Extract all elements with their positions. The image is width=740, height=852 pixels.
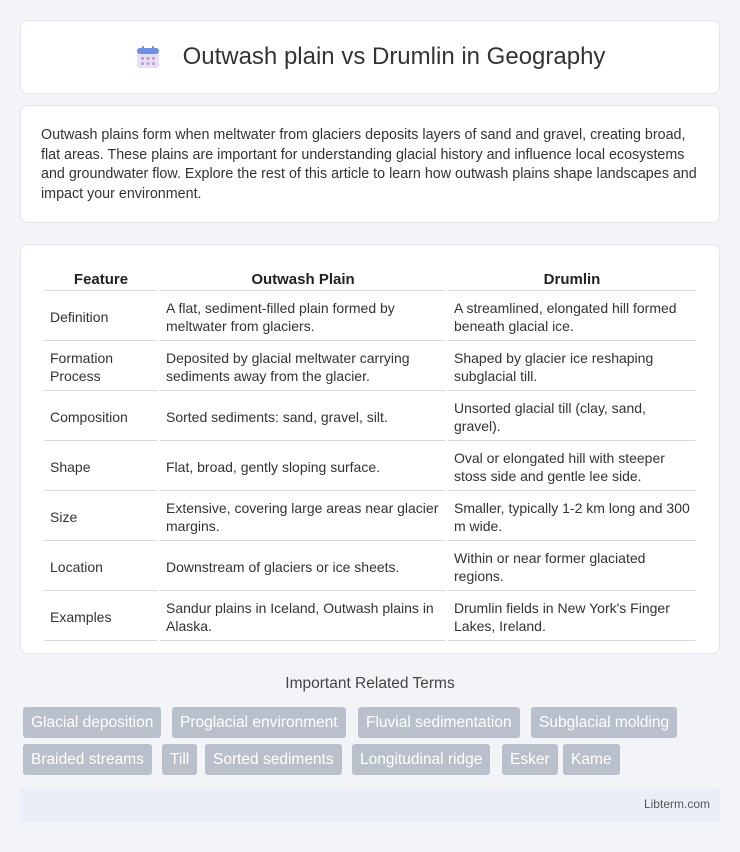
table-header-row bbox=[44, 267, 696, 291]
table-row bbox=[44, 393, 696, 441]
intro-card bbox=[20, 105, 720, 223]
cell-outwash: Sandur plains in Iceland, Outwash plains in Alaska. bbox=[160, 593, 446, 641]
cell-drumlin: Oval or elongated hill with steeper stoss side and gentle lee side. bbox=[448, 443, 696, 491]
table-row bbox=[44, 293, 696, 341]
table-row bbox=[44, 343, 696, 391]
cell-feature: Examples bbox=[44, 593, 158, 641]
comparison-table bbox=[42, 265, 698, 643]
related-terms-title: Important Related Terms bbox=[285, 675, 455, 692]
table-row bbox=[44, 443, 696, 491]
cell-outwash: Downstream of glaciers or ice sheets. bbox=[160, 543, 446, 591]
cell-feature: Size bbox=[44, 493, 158, 541]
table-row bbox=[44, 593, 696, 641]
tag-kame[interactable]: Kame bbox=[563, 744, 620, 775]
tag-longitudinal-ridge[interactable]: Longitudinal ridge bbox=[352, 744, 490, 775]
tag-till[interactable]: Till bbox=[162, 744, 197, 775]
cell-drumlin: Unsorted glacial till (clay, sand, gravel). bbox=[448, 393, 696, 441]
tag-subglacial-molding[interactable]: Subglacial molding bbox=[531, 707, 677, 738]
calendar-icon bbox=[135, 44, 161, 70]
cell-drumlin: Within or near former glaciated regions. bbox=[448, 543, 696, 591]
intro-text: Outwash plains form when meltwater from glaciers deposits layers of sand and gravel, creating broad, flat areas. These plains are important for understanding glacial history and influence local ecosystems and groundwater flow. Explore the rest of this article to learn how outwash plains shape landscapes and impact your environment. bbox=[41, 127, 697, 202]
cell-feature: Composition bbox=[44, 393, 158, 441]
title-text: Outwash plain vs Drumlin in Geography bbox=[182, 43, 606, 70]
comparison-table-card bbox=[20, 244, 720, 654]
cell-feature: Definition bbox=[44, 293, 158, 341]
cell-feature: Formation Process bbox=[44, 343, 158, 391]
cell-outwash: A flat, sediment-filled plain formed by meltwater from glaciers. bbox=[160, 293, 446, 341]
cell-outwash: Deposited by glacial meltwater carrying sediments away from the glacier. bbox=[160, 343, 446, 391]
footer-site-link[interactable]: Libterm.com bbox=[643, 797, 710, 811]
cell-outwash: Flat, broad, gently sloping surface. bbox=[160, 443, 446, 491]
tag-fluvial-sedimentation[interactable]: Fluvial sedimentation bbox=[358, 707, 520, 738]
table-row bbox=[44, 543, 696, 591]
tag-proglacial-environment[interactable]: Proglacial environment bbox=[172, 707, 346, 738]
tag-esker[interactable]: Esker bbox=[502, 744, 558, 775]
cell-outwash: Extensive, covering large areas near glacier margins. bbox=[160, 493, 446, 541]
cell-feature: Location bbox=[44, 543, 158, 591]
tag-braided-streams[interactable]: Braided streams bbox=[23, 744, 152, 775]
cell-drumlin: Shaped by glacier ice reshaping subglacial till. bbox=[448, 343, 696, 391]
header-drumlin: Drumlin bbox=[448, 267, 696, 291]
cell-drumlin: Drumlin fields in New York's Finger Lakes, Ireland. bbox=[448, 593, 696, 641]
page-title bbox=[135, 43, 606, 71]
table-row bbox=[44, 493, 696, 541]
cell-drumlin: Smaller, typically 1-2 km long and 300 m wide. bbox=[448, 493, 696, 541]
cell-outwash: Sorted sediments: sand, gravel, silt. bbox=[160, 393, 446, 441]
cell-feature: Shape bbox=[44, 443, 158, 491]
footer bbox=[20, 788, 720, 822]
cell-drumlin: A streamlined, elongated hill formed beneath glacial ice. bbox=[448, 293, 696, 341]
tag-sorted-sediments[interactable]: Sorted sediments bbox=[205, 744, 342, 775]
header-feature: Feature bbox=[44, 267, 158, 291]
tag-glacial-deposition[interactable]: Glacial deposition bbox=[23, 707, 161, 738]
header-outwash-plain: Outwash Plain bbox=[160, 267, 446, 291]
title-card bbox=[20, 20, 720, 94]
